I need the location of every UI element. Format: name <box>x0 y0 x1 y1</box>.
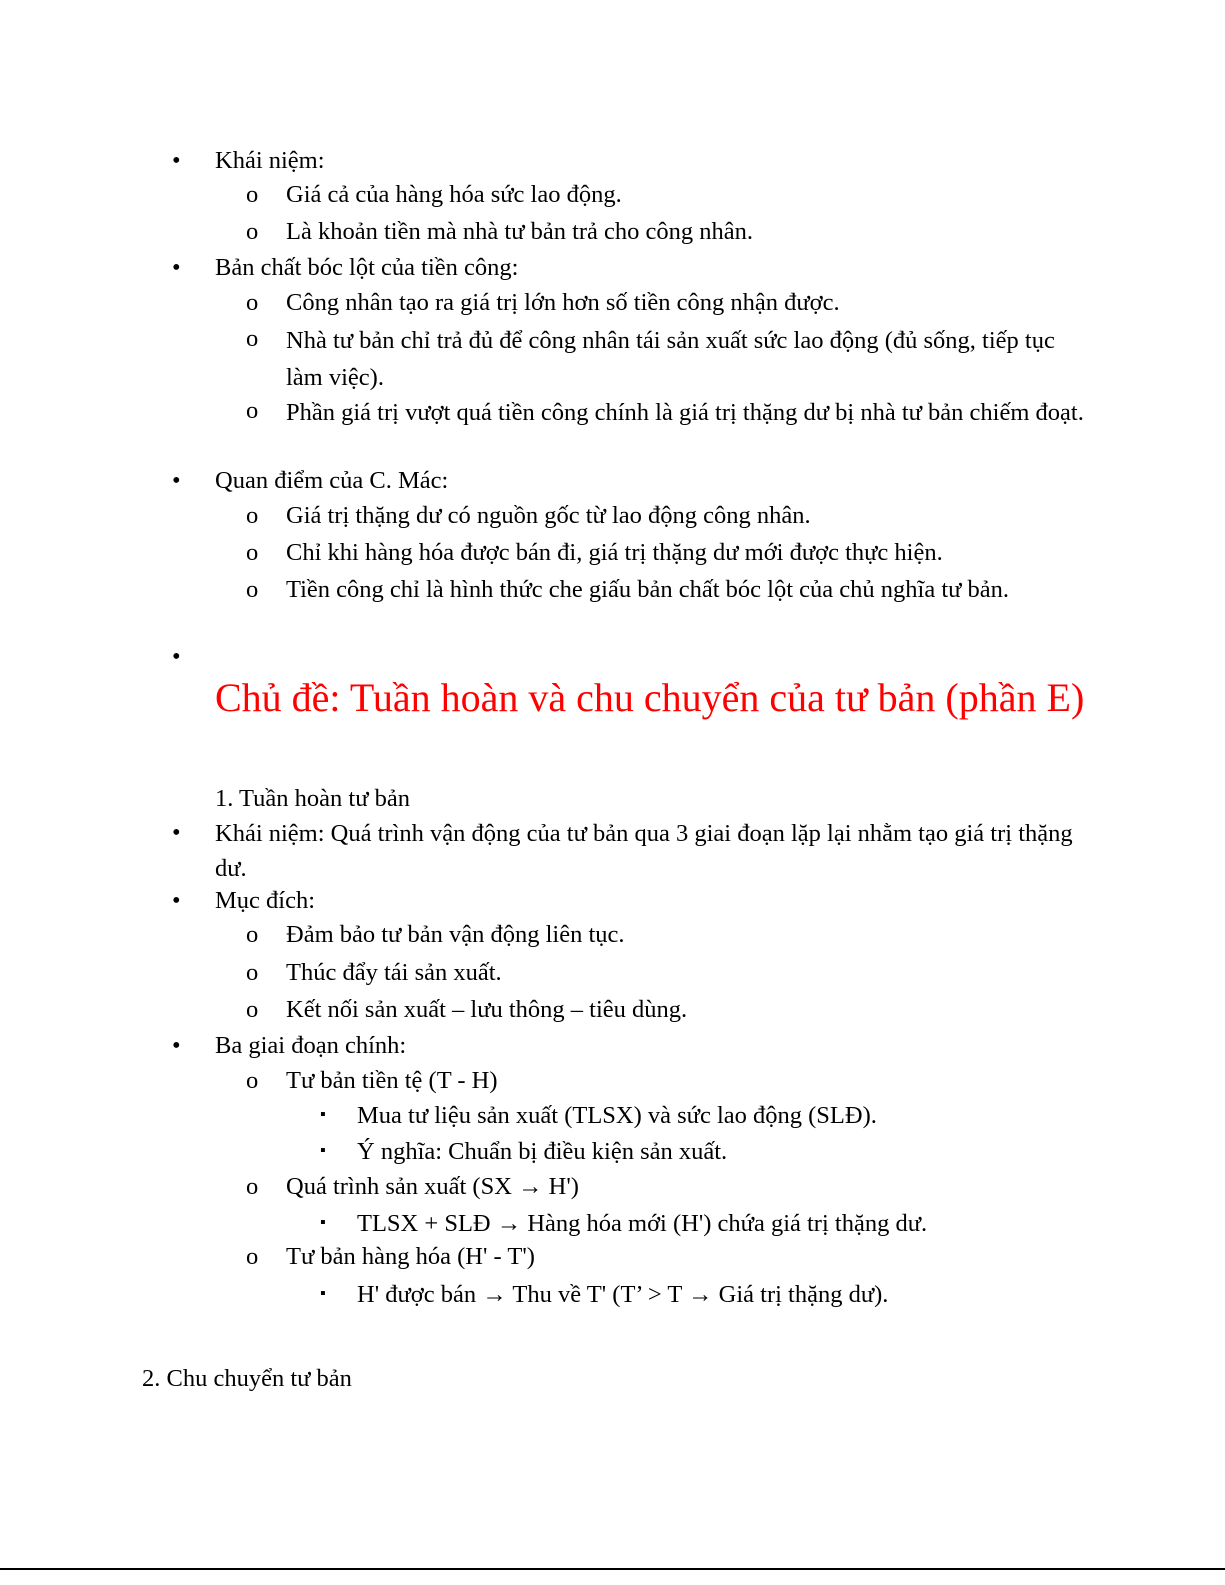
bullet-disc: • <box>172 819 181 846</box>
list-item: Giá trị thặng dư có nguồn gốc từ lao động công nhân. <box>286 502 811 529</box>
exploitation-label: Bản chất bóc lột của tiền công: <box>215 254 519 281</box>
bullet-square: ▪ <box>320 1106 326 1123</box>
list-item: Thúc đẩy tái sản xuất. <box>286 959 502 986</box>
bullet-circle: o <box>246 325 259 352</box>
stages-label: Ba giai đoạn chính: <box>215 1032 407 1059</box>
bullet-circle: o <box>246 502 259 529</box>
section-title: 2. Chu chuyển tư bản <box>142 1365 352 1392</box>
stage-detail: Ý nghĩa: Chuẩn bị điều kiện sản xuất. <box>357 1138 728 1165</box>
list-item: Công nhân tạo ra giá trị lớn hơn số tiền công nhận được. <box>286 289 840 316</box>
bullet-circle: o <box>246 289 259 316</box>
bullet-circle: o <box>246 1243 259 1270</box>
bullet-disc: • <box>172 254 181 281</box>
bullet-disc: • <box>172 147 181 174</box>
list-item: Chỉ khi hàng hóa được bán đi, giá trị thặng dư mới được thực hiện. <box>286 539 943 566</box>
bullet-square: ▪ <box>320 1142 326 1159</box>
list-item: Là khoản tiền mà nhà tư bản trả cho công nhân. <box>286 218 754 245</box>
bullet-circle: o <box>246 539 259 566</box>
stage-name: Tư bản hàng hóa (H' - T') <box>286 1243 535 1270</box>
section-title: 1. Tuần hoàn tư bản <box>215 785 410 812</box>
bullet-disc: • <box>172 467 181 494</box>
bullet-circle: o <box>246 959 259 986</box>
list-item: Giá cả của hàng hóa sức lao động. <box>286 181 622 208</box>
bullet-circle: o <box>246 576 259 603</box>
list-item: Tiền công chỉ là hình thức che giấu bản chất bóc lột của chủ nghĩa tư bản. <box>286 576 1010 603</box>
bullet-circle: o <box>246 1067 259 1094</box>
bullet-circle: o <box>246 1173 259 1200</box>
list-item: Kết nối sản xuất – lưu thông – tiêu dùng. <box>286 996 688 1023</box>
list-item: Đảm bảo tư bản vận động liên tục. <box>286 921 625 948</box>
stage-detail: Mua tư liệu sản xuất (TLSX) và sức lao động (SLĐ). <box>357 1102 877 1129</box>
stage-name: Tư bản tiền tệ (T - H) <box>286 1067 498 1094</box>
stage-detail: H' được bán → Thu về T' (T’ > T → Giá trị thặng dư). <box>357 1281 889 1308</box>
page-bottom-rule <box>0 1568 1225 1570</box>
bullet-circle: o <box>246 218 259 245</box>
purpose-label: Mục đích: <box>215 887 316 914</box>
bullet-disc: • <box>172 643 181 670</box>
list-item: Phần giá trị vượt quá tiền công chính là giá trị thặng dư bị nhà tư bản chiếm đoạt. <box>286 399 1084 426</box>
bullet-circle: o <box>246 921 259 948</box>
bullet-circle: o <box>246 397 259 424</box>
concept-text: Khái niệm: Quá trình vận động của tư bản qua 3 giai đoạn lặp lại nhằm tạo giá trị thặng dư. <box>215 820 1073 882</box>
stage-name: Quá trình sản xuất (SX → H') <box>286 1173 579 1200</box>
bullet-square: ▪ <box>320 1285 326 1302</box>
list-item: Nhà tư bản chỉ trả đủ để công nhân tái sản xuất sức lao động (đủ sống, tiếp tục làm việc). <box>286 327 1055 391</box>
bullet-square: ▪ <box>320 1214 326 1231</box>
concept-label: Khái niệm: <box>215 147 325 174</box>
bullet-circle: o <box>246 996 259 1023</box>
bullet-circle: o <box>246 181 259 208</box>
topic-heading: Chủ đề: Tuần hoàn và chu chuyển của tư bản (phần E) <box>215 675 1085 720</box>
stage-detail: TLSX + SLĐ → Hàng hóa mới (H') chứa giá trị thặng dư. <box>357 1210 928 1237</box>
bullet-disc: • <box>172 887 181 914</box>
bullet-disc: • <box>172 1032 181 1059</box>
marx-label: Quan điểm của C. Mác: <box>215 467 449 494</box>
